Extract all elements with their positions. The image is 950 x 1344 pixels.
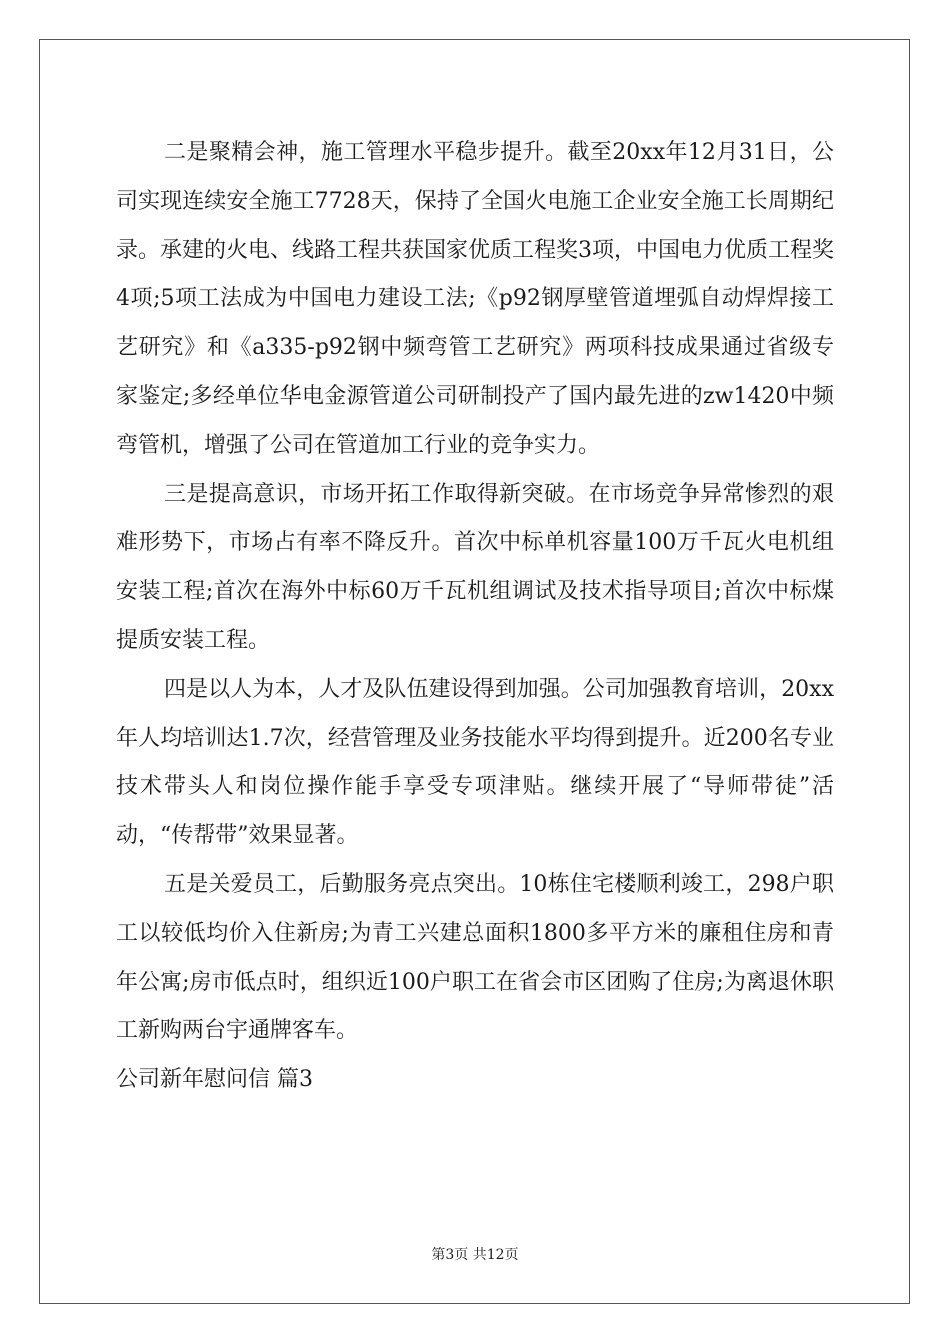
page-number: 第3页 共12页 bbox=[431, 1247, 519, 1263]
document-body bbox=[116, 129, 834, 1105]
paragraph-market-expansion: 三是提高意识，市场开拓工作取得新突破。在市场竞争异常惨烈的艰难形势下，市场占有率不降反升。首次中标单机容量100万千瓦火电机组安装工程;首次在海外中标60万千瓦机组调试及技术指导项目;首次中标煤提质安装工程。 bbox=[116, 481, 834, 653]
paragraph-talent-building: 四是以人为本，人才及队伍建设得到加强。公司加强教育培训，20xx年人均培训达1.7次，经营管理及业务技能水平均得到提升。近200名专业技术带头人和岗位操作能手享受专项津贴。继续开展了“导师带徒”活动，“传帮带”效果显著。 bbox=[116, 676, 834, 849]
paragraph-employee-care: 五是关爱员工，后勤服务亮点突出。10栋住宅楼顺利竣工，298户职工以较低均价入住新房;为青工兴建总面积1800多平方米的廉租住房和青年公寓;房市低点时，组织近100户职工在省会市区团购了住房;为离退休职工新购两台宇通牌客车。 bbox=[116, 871, 834, 1044]
section-heading: 公司新年慰问信 篇3 bbox=[116, 1067, 313, 1093]
paragraph-construction-management: 二是聚精会神，施工管理水平稳步提升。截至20xx年12月31日，公司实现连续安全施工7728天，保持了全国火电施工企业安全施工长周期纪录。承建的火电、线路工程共获国家优质工程奖3项，中国电力优质工程奖4项;5项工法成为中国电力建设工法;《p92钢厚壁管道埋弧自动焊焊接工艺研究》和《a335-p92钢中频弯管工艺研究》两项科技成果通过省级专家鉴定;多经单位华电金源管道公司研制投产了国内最先进的zw1420中频弯管机，增强了公司在管道加工行业的竞争实力。 bbox=[116, 140, 834, 458]
